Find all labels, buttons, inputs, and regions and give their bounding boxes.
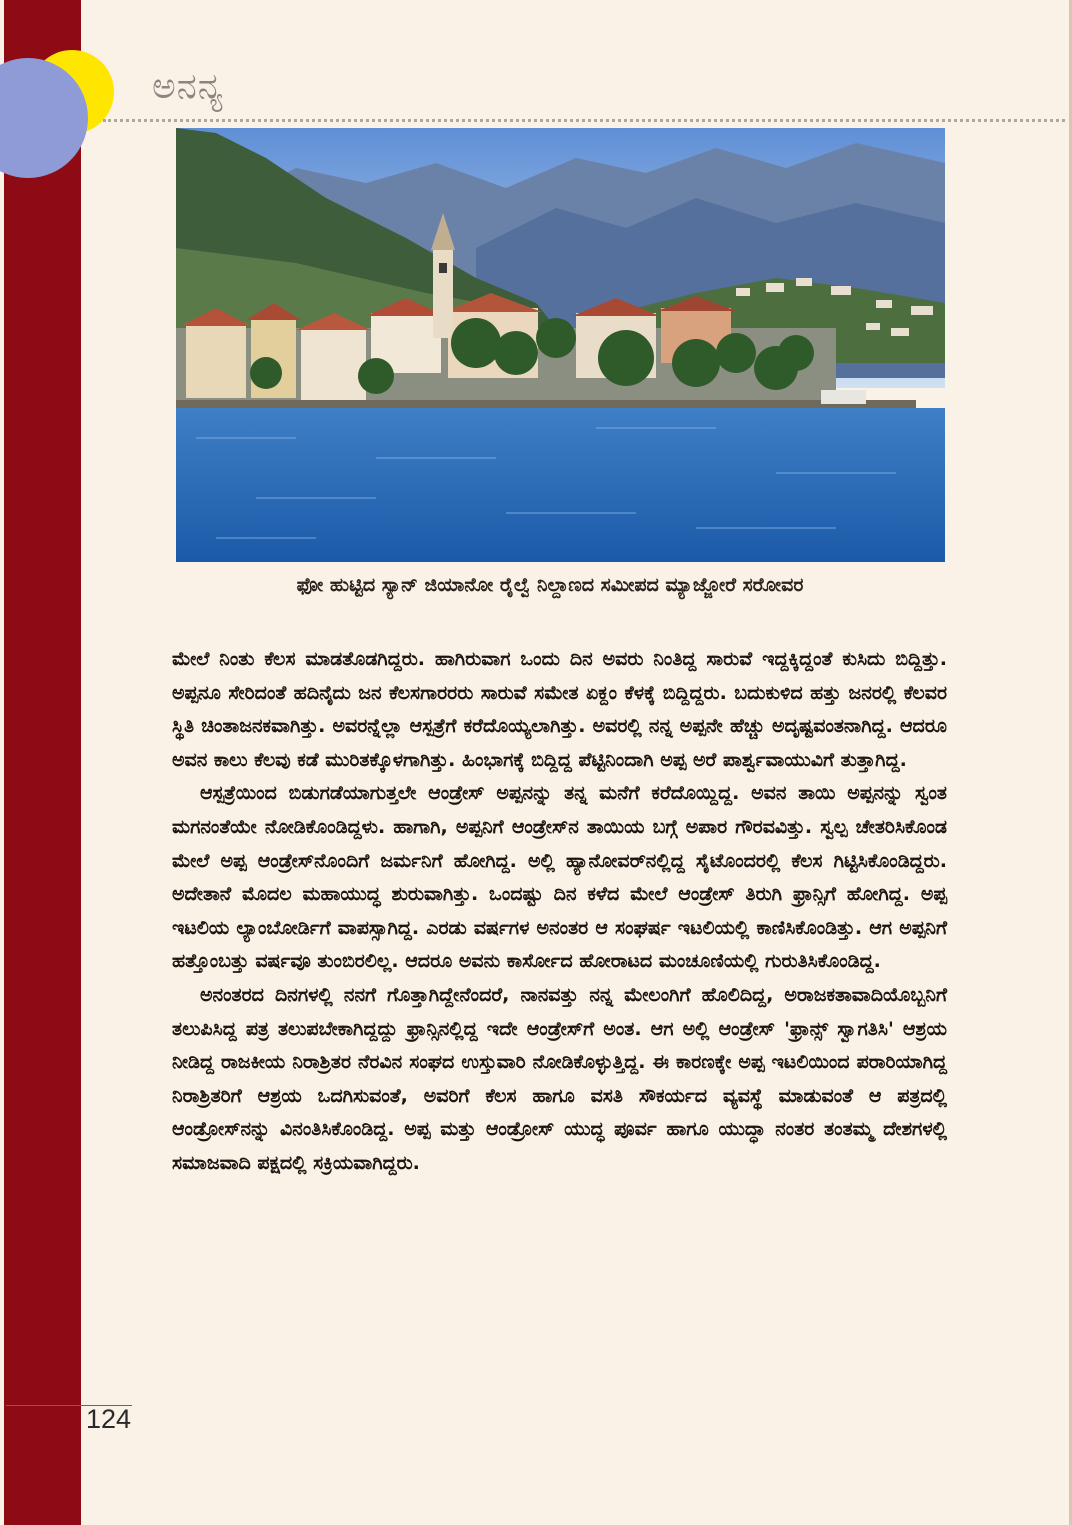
header-divider <box>103 119 1065 122</box>
lake-photo <box>176 128 945 562</box>
paragraph-1: ಮೇಲೆ ನಿಂತು ಕೆಲಸ ಮಾಡತೊಡಗಿದ್ದರು. ಹಾಗಿರುವಾಗ ಒಂದು ದಿನ ಅವರು ನಿಂತಿದ್ದ ಸಾರುವೆ ಇದ್ದಕ್ಕಿದ್ದಂತೆ ಕುಸಿದು ಬಿದ್ದಿತ್ತು. ಅಪ್ಪನೂ ಸೇರಿದಂತೆ ಹದಿನೈದು ಜನ ಕೆಲಸಗಾರರರು ಸಾರುವೆ ಸಮೇತ ಏಕ್ದಂ ಕೆಳಕ್ಕೆ ಬಿದ್ದಿದ್ದರು. ಬದುಕುಳಿದ ಹತ್ತು ಜನರಲ್ಲಿ ಕೆಲವರ ಸ್ಥಿತಿ ಚಿಂತಾಜನಕವಾಗಿತ್ತು. ಅವರನ್ನೆಲ್ಲಾ ಆಸ್ಪತ್ರೆಗೆ ಕರೆದೊಯ್ಯಲಾಗಿತ್ತು. ಅವರಲ್ಲಿ ನನ್ನ ಅಪ್ಪನೇ ಹೆಚ್ಚು ಅದೃಷ್ಟವಂತನಾಗಿದ್ದ. ಆದರೂ ಅವನ ಕಾಲು ಕೆಲವು ಕಡೆ ಮುರಿತಕ್ಕೊಳಗಾಗಿತ್ತು. ಹಿಂಭಾಗಕ್ಕೆ ಬಿದ್ದಿದ್ದ ಪೆಟ್ಟಿನಿಂದಾಗಿ ಅಪ್ಪ ಅರೆ ಪಾರ್ಶ್ವವಾಯುವಿಗೆ ತುತ್ತಾಗಿದ್ದ. <box>172 648 947 771</box>
paragraph-2: ಆಸ್ಪತ್ರೆಯಿಂದ ಬಿಡುಗಡೆಯಾಗುತ್ತಲೇ ಆಂಡ್ರೇಸ್ ಅಪ್ಪನನ್ನು ತನ್ನ ಮನೆಗೆ ಕರೆದೊಯ್ದಿದ್ದ. ಅವನ ತಾಯಿ ಅಪ್ಪನನ್ನು ಸ್ವಂತ ಮಗನಂತೆಯೇ ನೋಡಿಕೊಂಡಿದ್ದಳು. ಹಾಗಾಗಿ, ಅಪ್ಪನಿಗೆ ಆಂಡ್ರೇಸ್‌ನ ತಾಯಿಯ ಬಗ್ಗೆ ಅಪಾರ ಗೌರವವಿತ್ತು. ಸ್ವಲ್ಪ ಚೇತರಿಸಿಕೊಂಡ ಮೇಲೆ ಅಪ್ಪ ಆಂಡ್ರೇಸ್‌ನೊಂದಿಗೆ ಜರ್ಮನಿಗೆ ಹೋಗಿದ್ದ. ಅಲ್ಲಿ ಹ್ಯಾನೋವರ್‌ನಲ್ಲಿದ್ದ ಸೈಟೊಂದರಲ್ಲಿ ಕೆಲಸ ಗಿಟ್ಟಿಸಿಕೊಂಡಿದ್ದರು. ಅದೇತಾನೆ ಮೊದಲ ಮಹಾಯುದ್ಧ ಶುರುವಾಗಿತ್ತು. ಒಂದಷ್ಟು ದಿನ ಕಳೆದ ಮೇಲೆ ಆಂಡ್ರೇಸ್ ತಿರುಗಿ ಫ್ರಾನ್ಸಿಗೆ ಹೋಗಿದ್ದ. ಅಪ್ಪ ಇಟಲಿಯ ಲ್ಯಾಂಬೋರ್ಡಿಗೆ ವಾಪಸ್ಸಾಗಿದ್ದ. ಎರಡು ವರ್ಷಗಳ ಅನಂತರ ಆ ಸಂಘರ್ಷ ಇಟಲಿಯಲ್ಲಿ ಕಾಣಿಸಿಕೊಂಡಿತ್ತು. ಆಗ ಅಪ್ಪನಿಗೆ ಹತ್ತೊಂಬತ್ತು ವರ್ಷವೂ ತುಂಬಿರಲಿಲ್ಲ. ಆದರೂ ಅವನು ಕಾರ್ಸೋದ ಹೋರಾಟದ ಮಂಚೂಣಿಯಲ್ಲಿ ಗುರುತಿಸಿಕೊಂಡಿದ್ದ. <box>172 782 947 973</box>
page-number: 124 <box>86 1404 132 1434</box>
book-title: ಅನನ್ಯ <box>152 66 224 107</box>
paragraph-3: ಅನಂತರದ ದಿನಗಳಲ್ಲಿ ನನಗೆ ಗೊತ್ತಾಗಿದ್ದೇನೆಂದರೆ, ನಾನವತ್ತು ನನ್ನ ಮೇಲಂಗಿಗೆ ಹೊಲಿದಿದ್ದ, ಅರಾಜಕತಾವಾದಿಯೊಬ್ಬನಿಗೆ ತಲುಪಿಸಿದ್ದ ಪತ್ರ ತಲುಪಬೇಕಾಗಿದ್ದದ್ದು ಫ್ರಾನ್ಸಿನಲ್ಲಿದ್ದ ಇದೇ ಆಂಡ್ರೇಸ್‌ಗೆ ಅಂತ. ಆಗ ಅಲ್ಲಿ ಆಂಡ್ರೇಸ್ 'ಫ್ರಾನ್ಸ್ ಸ್ವಾಗತಿಸಿ' ಆಶ್ರಯ ನೀಡಿದ್ದ ರಾಜಕೀಯ ನಿರಾಶ್ರಿತರ ನೆರವಿನ ಸಂಘದ ಉಸ್ತುವಾರಿ ನೋಡಿಕೊಳ್ಳುತ್ತಿದ್ದ. ಈ ಕಾರಣಕ್ಕೇ ಅಪ್ಪ ಇಟಲಿಯಿಂದ ಪರಾರಿಯಾಗಿದ್ದ ನಿರಾಶ್ರಿತರಿಗೆ ಆಶ್ರಯ ಒದಗಿಸುವಂತೆ, ಅವರಿಗೆ ಕೆಲಸ ಹಾಗೂ ವಸತಿ ಸೌಕರ್ಯದ ವ್ಯವಸ್ಥೆ ಮಾಡುವಂತೆ ಆ ಪತ್ರದಲ್ಲಿ ಆಂಡ್ರೋಸ್‌ನನ್ನು ವಿನಂತಿಸಿಕೊಂಡಿದ್ದ. ಅಪ್ಪ ಮತ್ತು ಆಂಡ್ರೋಸ್ ಯುದ್ಧ ಪೂರ್ವ ಹಾಗೂ ಯುದ್ಧಾ ನಂತರ ತಂತಮ್ಮ ದೇಶಗಳಲ್ಲಿ ಸಮಾಜವಾದಿ ಪಕ್ಷದಲ್ಲಿ ಸಕ್ರಿಯವಾಗಿದ್ದರು. <box>172 983 947 1174</box>
lake-photo-illustration <box>176 128 945 562</box>
figure-caption: ಫೋ ಹುಟ್ಟಿದ ಸ್ಯಾನ್ ಜಿಯಾನೋ ರೈಲ್ವೆ ನಿಲ್ದಾಣದ ಸಮೀಪದ ಮ್ಯಾಜ್ಜೋರೆ ಸರೋವರ <box>296 574 804 596</box>
body-text <box>172 643 947 1181</box>
margin-bar <box>4 0 81 1525</box>
